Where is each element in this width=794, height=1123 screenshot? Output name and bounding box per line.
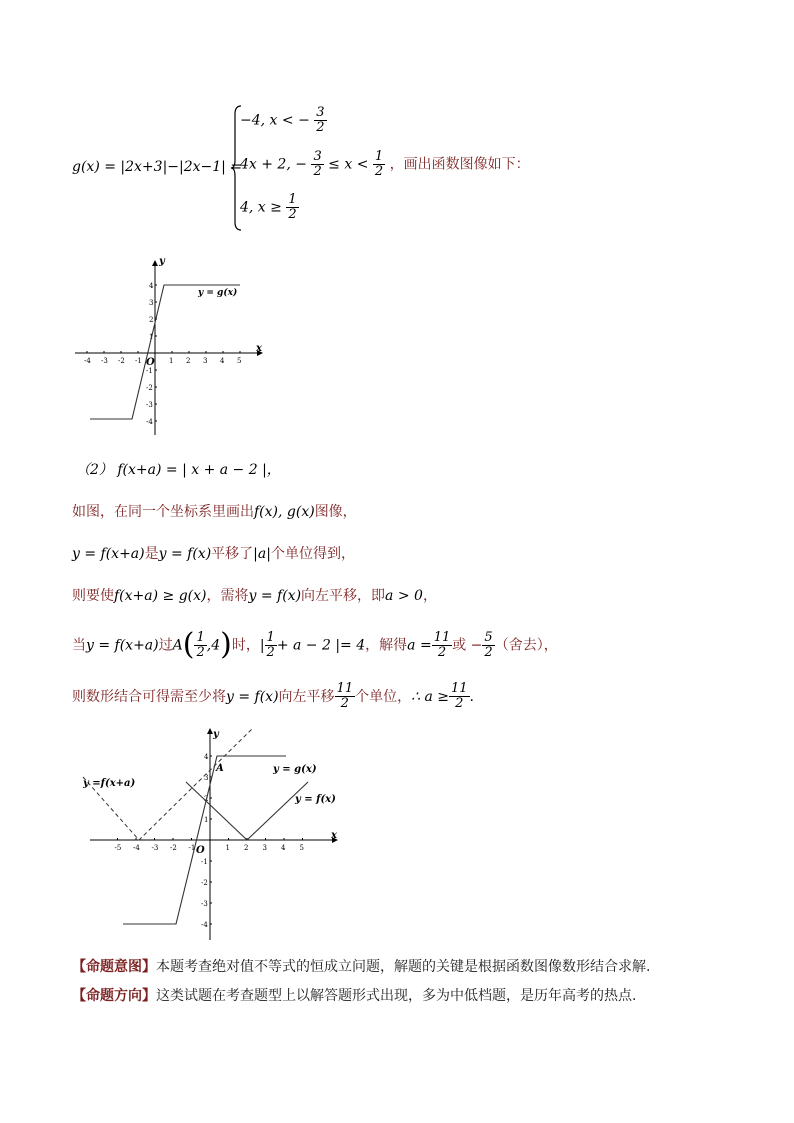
result-den: 2 xyxy=(455,696,464,711)
tick-label: 2 xyxy=(149,316,154,324)
tick-label: -3 xyxy=(146,401,153,409)
case1-text: −4, x < − xyxy=(240,112,310,129)
note-intent-text: 本题考查绝对值不等式的恒成立问题，解题的关键是根据函数图像数形结合求解. xyxy=(156,959,651,975)
tick-label: -4 xyxy=(146,418,153,426)
case3-den: 2 xyxy=(288,207,297,222)
tick-label: 5 xyxy=(299,844,304,852)
tick-label: 1 xyxy=(204,816,209,824)
line5-h: ，解得 xyxy=(365,637,408,654)
case-2 xyxy=(240,150,530,179)
line2-end: 图像， xyxy=(314,504,357,520)
tick-label: -3 xyxy=(101,357,108,365)
g-curve xyxy=(90,285,240,419)
tick-label: -4 xyxy=(201,921,208,929)
sol1-num: 11 xyxy=(433,629,451,645)
graph-f-and-g xyxy=(75,725,345,945)
case2-num2: 1 xyxy=(374,149,384,164)
point-a-label: A xyxy=(216,763,224,774)
line5-a: 当 xyxy=(72,637,86,654)
tick-label: -1 xyxy=(135,357,142,365)
line4-b: f(x+a) ≥ g(x) xyxy=(114,588,207,604)
piecewise-lhs: g(x) = |2x+3|−|2x−1| = xyxy=(72,159,243,175)
curve-label-f: y = f(x) xyxy=(295,794,336,805)
line6-end: . xyxy=(469,689,474,705)
line6-c: 向左平移 xyxy=(278,689,335,705)
point-a-y: ,4 xyxy=(206,637,221,654)
note-direction-tag: 【命题方向】 xyxy=(72,988,156,1004)
line6-e: ∴ a ≥ xyxy=(411,689,449,705)
line4-d: y = f(x) xyxy=(248,588,302,604)
tick-label: -2 xyxy=(201,879,208,887)
line3-b: 是 xyxy=(144,546,159,562)
case-1 xyxy=(240,106,327,135)
case2-text: 4x + 2, − xyxy=(240,156,307,173)
tick-label: 4 xyxy=(220,357,225,365)
case1-frac xyxy=(314,106,326,135)
case2-mid: ≤ x < xyxy=(328,156,369,173)
tick-label: 4 xyxy=(281,844,286,852)
line5-j: 或 − xyxy=(452,637,483,654)
line3-a: y = f(x+a) xyxy=(72,546,145,562)
tick-label: -2 xyxy=(170,844,177,852)
point-a-frac xyxy=(194,631,206,660)
sol2-num: 5 xyxy=(484,629,493,645)
tick-label: 3 xyxy=(204,774,209,782)
origin-label: O xyxy=(146,357,155,368)
tick-label: 2 xyxy=(186,357,191,365)
tick-label: -4 xyxy=(84,357,91,365)
y-axis-label: y xyxy=(159,256,165,267)
tick-label: -1 xyxy=(146,367,153,375)
point-a-num: 1 xyxy=(196,629,205,645)
case1-num: 3 xyxy=(316,105,325,120)
line3-f: 个单位得到， xyxy=(270,546,355,562)
part2-line6 xyxy=(72,682,474,711)
line2-math: f(x), g(x) xyxy=(254,504,315,520)
shift-frac xyxy=(335,682,356,711)
part2-line2 xyxy=(72,501,357,521)
graph-g xyxy=(70,255,270,440)
line4-g: ， xyxy=(422,588,437,604)
line5-e: 时， xyxy=(231,637,260,654)
line2-cn: 如图，在同一个坐标系里画出 xyxy=(72,504,254,520)
curve-label-fa: y =f(x+a) xyxy=(83,778,136,789)
paren-close: ) xyxy=(220,627,232,662)
sol2-den: 2 xyxy=(484,644,493,660)
x-axis-label-2: x xyxy=(331,830,337,841)
line5-c: 过 xyxy=(158,637,173,654)
curve-label-g: y = g(x) xyxy=(198,288,238,298)
note-direction-text: 这类试题在考查题型上以解答题形式出现，多为中低档题，是历年高考的热点. xyxy=(156,988,637,1004)
eq-den: 2 xyxy=(266,644,275,660)
case2-after: ，画出函数图像如下： xyxy=(389,156,530,173)
line4-a: 则要使 xyxy=(72,588,114,604)
case2-frac1 xyxy=(311,150,323,179)
line4-c: ，需将 xyxy=(206,588,249,604)
tick-label: 2 xyxy=(244,844,249,852)
case2-den2: 2 xyxy=(374,164,384,179)
tick-label: 1 xyxy=(225,844,230,852)
tick-label: 3 xyxy=(262,844,267,852)
y-axis-label-2: y xyxy=(213,729,219,740)
line5-i: a = xyxy=(407,637,432,654)
line6-a: 则数形结合可得需至少将 xyxy=(72,689,226,705)
tick-label: 4 xyxy=(204,753,209,761)
tick-label: -4 xyxy=(133,844,140,852)
part2-line3 xyxy=(72,543,355,563)
eq-frac xyxy=(265,631,277,660)
case1-den: 2 xyxy=(316,120,325,135)
result-num: 11 xyxy=(450,681,468,696)
part2-line4 xyxy=(72,585,437,605)
case-3 xyxy=(240,193,299,222)
origin-label-2: O xyxy=(196,845,205,856)
tick-label: 4 xyxy=(149,282,154,290)
tick-label: 5 xyxy=(237,357,242,365)
tick-label: 1 xyxy=(169,357,174,365)
x-axis-label: x xyxy=(256,343,262,354)
tick-label: -5 xyxy=(114,844,122,852)
tick-label: -3 xyxy=(201,900,208,908)
tick-label: -2 xyxy=(146,384,153,392)
point-a-den: 2 xyxy=(196,644,205,660)
tick-label: 3 xyxy=(203,357,208,365)
part2-line5 xyxy=(72,627,558,662)
tick-label: -2 xyxy=(118,357,125,365)
line6-d: 个单位， xyxy=(355,689,412,705)
line5-f: | xyxy=(259,637,265,654)
shift-num: 11 xyxy=(336,681,354,696)
line5-b: y = f(x+a) xyxy=(86,637,159,654)
line3-c: y = f(x) xyxy=(158,546,212,562)
case3-text: 4, x ≥ xyxy=(240,199,282,216)
tick-label: -1 xyxy=(201,858,208,866)
result-frac xyxy=(449,682,470,711)
note-intent-tag: 【命题意图】 xyxy=(72,959,156,975)
note-intent xyxy=(72,956,650,976)
shift-den: 2 xyxy=(340,696,349,711)
note-direction xyxy=(72,985,636,1005)
tick-label: -3 xyxy=(151,844,159,852)
tick-label: 3 xyxy=(149,299,154,307)
case3-frac xyxy=(286,193,298,222)
line5-g: + a − 2 |= 4 xyxy=(276,637,366,654)
line5-k: （舍去）， xyxy=(494,637,558,654)
tick-label: 1 xyxy=(149,333,154,341)
sol1-frac xyxy=(432,631,453,660)
line3-d: 平移了 xyxy=(211,546,254,562)
part2-line1: （2） f(x+a) = | x + a − 2 |， xyxy=(76,462,281,478)
paren-open: ( xyxy=(182,627,195,662)
tick-label: -1 xyxy=(188,844,196,852)
case2-den1: 2 xyxy=(313,164,322,179)
curve-label-g-2: y = g(x) xyxy=(273,764,317,775)
tick-label: 2 xyxy=(204,795,209,803)
line5-d: A xyxy=(172,637,183,654)
sol1-den: 2 xyxy=(437,644,447,660)
line4-e: 向左平移，即 xyxy=(301,588,386,604)
case2-frac2 xyxy=(373,150,385,179)
case3-num: 1 xyxy=(288,192,297,207)
eq-num: 1 xyxy=(266,629,275,645)
sol2-frac xyxy=(482,631,494,660)
line3-e: |a| xyxy=(253,546,271,562)
line4-f: a > 0 xyxy=(385,588,423,604)
line6-b: y = f(x) xyxy=(226,689,279,705)
f-curve xyxy=(186,782,308,840)
case2-num1: 3 xyxy=(313,149,322,164)
